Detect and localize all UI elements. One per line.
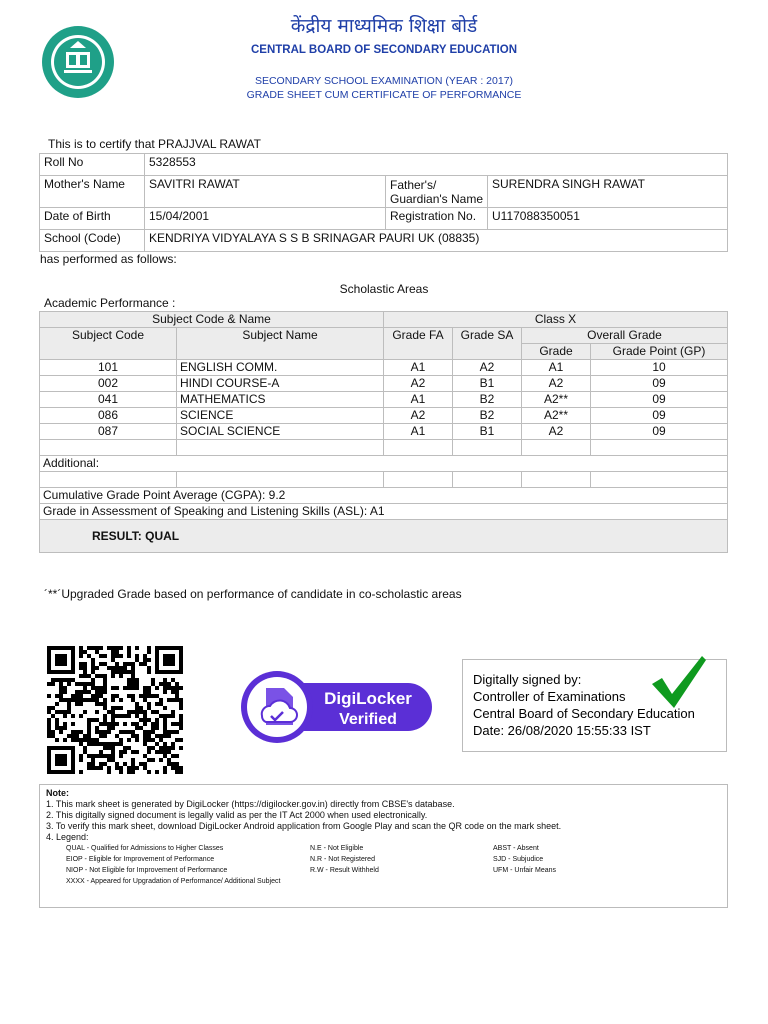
notes-box — [39, 784, 728, 908]
subject-name: SOCIAL SCIENCE — [177, 424, 384, 440]
digital-signature-box — [462, 659, 727, 752]
cgpa-text: Cumulative Grade Point Average (CGPA): 9.2 — [40, 488, 728, 504]
scholastic-areas-title: Scholastic Areas — [339, 282, 429, 296]
legend-ufm: UFM - Unfair Means — [493, 867, 557, 874]
empty-row — [40, 440, 728, 456]
exam-line: SECONDARY SCHOOL EXAMINATION (YEAR : 2017) — [254, 75, 514, 87]
subject-code: 002 — [40, 376, 177, 392]
school-value: KENDRIYA VIDYALAYA S S B SRINAGAR PAURI UK (08835) — [145, 230, 728, 252]
subject-code: 101 — [40, 360, 177, 376]
empty-row — [40, 472, 728, 488]
grade-point: 10 — [591, 360, 728, 376]
verified-label: Verified — [339, 711, 397, 728]
board-name: CENTRAL BOARD OF SECONDARY EDUCATION — [251, 44, 517, 56]
subject-code: 086 — [40, 408, 177, 424]
notes-title: Note: — [46, 788, 69, 798]
result-text: RESULT: QUAL — [40, 520, 728, 553]
grade-point: 09 — [591, 408, 728, 424]
dob-value: 15/04/2001 — [145, 208, 386, 230]
asl-text: Grade in Assessment of Speaking and Listening Skills (ASL): A1 — [40, 504, 728, 520]
grade-point-header: Grade Point (GP) — [591, 344, 728, 360]
overall-grade: A2 — [522, 376, 591, 392]
table-row — [40, 376, 728, 392]
certify-text: This is to certify that PRAJJVAL RAWAT — [48, 137, 261, 151]
subject-name-header: Subject Name — [177, 328, 384, 360]
table-row — [40, 392, 728, 408]
overall-grade: A1 — [522, 360, 591, 376]
legend-sjd: SJD - Subjudice — [493, 856, 544, 863]
grade-fa-header: Grade FA — [384, 328, 453, 360]
grade-fa: A1 — [384, 392, 453, 408]
legend-abst: ABST - Absent — [493, 845, 539, 852]
note-2: 2. This digitally signed document is legally valid as per the IT Act 2000 when used electronically. — [46, 810, 428, 820]
grade-point: 09 — [591, 376, 728, 392]
dob-label: Date of Birth — [40, 208, 145, 230]
grade-fa: A2 — [384, 376, 453, 392]
table-row — [40, 424, 728, 440]
signer-org: Central Board of Secondary Education — [473, 706, 695, 721]
performed-text: has performed as follows: — [40, 252, 177, 266]
note-3: 3. To verify this mark sheet, download DigiLocker Android application from Google Play and scan the QR code on the mark sheet. — [46, 821, 562, 831]
legend-niop: NIOP - Not Eligible for Improvement of Performance — [66, 867, 228, 874]
grade-fa: A1 — [384, 360, 453, 376]
mother-value: SAVITRI RAWAT — [145, 176, 386, 208]
candidate-info-table — [39, 153, 728, 252]
overall-grade: A2** — [522, 392, 591, 408]
roll-label: Roll No — [40, 154, 145, 176]
subject-code: 087 — [40, 424, 177, 440]
grade-sa: B2 — [453, 408, 522, 424]
note-4: 4. Legend: — [46, 832, 89, 842]
grade-sa: B1 — [453, 424, 522, 440]
legend-xxxx: XXXX - Appeared for Upgradation of Performance/ Additional Subject — [66, 878, 281, 885]
legend-rw: R.W - Result Withheld — [310, 867, 379, 874]
school-label: School (Code) — [40, 230, 145, 252]
grade-point: 09 — [591, 424, 728, 440]
legend-ne: N.E - Not Eligible — [310, 845, 364, 852]
signature-date: Date: 26/08/2020 15:55:33 IST — [473, 723, 651, 738]
legend-qual: QUAL - Qualified for Admissions to Higher Classes — [66, 845, 224, 852]
upgraded-grade-note: ´**´Upgraded Grade based on performance of candidate in co-scholastic areas — [44, 587, 462, 601]
signer-title: Controller of Examinations — [473, 689, 626, 704]
grade-sa: B1 — [453, 376, 522, 392]
hindi-title: केंद्रीय माध्यमिक शिक्षा बोर्ड — [290, 15, 478, 37]
grade-fa: A2 — [384, 408, 453, 424]
digilocker-label: DigiLocker — [324, 689, 412, 708]
exam-title — [0, 74, 768, 102]
overall-grade: A2 — [522, 424, 591, 440]
overall-grade-header: Overall Grade — [522, 328, 728, 344]
reg-value: U117088350051 — [488, 208, 728, 230]
subject-code-header: Subject Code — [40, 328, 177, 360]
father-value: SURENDRA SINGH RAWAT — [488, 176, 728, 208]
table-row — [40, 408, 728, 424]
table-row — [40, 360, 728, 376]
marks-table — [39, 311, 728, 553]
digilocker-verified-badge — [240, 670, 434, 744]
subject-name: HINDI COURSE-A — [177, 376, 384, 392]
legend-nr: N.R - Not Registered — [310, 856, 375, 863]
subject-name: ENGLISH COMM. — [177, 360, 384, 376]
additional-label: Additional: — [40, 456, 728, 472]
subject-code: 041 — [40, 392, 177, 408]
subject-name: MATHEMATICS — [177, 392, 384, 408]
note-1: 1. This mark sheet is generated by DigiLocker (https://digilocker.gov.in) directly from CBSE's database. — [46, 799, 455, 809]
legend-eiop: EIOP - Eligible for Improvement of Performance — [66, 856, 215, 863]
signed-by: Digitally signed by: — [473, 672, 582, 687]
subject-name: SCIENCE — [177, 408, 384, 424]
grade-sa: A2 — [453, 360, 522, 376]
class-header: Class X — [384, 312, 728, 328]
academic-performance-label: Academic Performance : — [44, 296, 176, 310]
qr-code-icon — [47, 646, 183, 774]
grade-header: Grade — [522, 344, 591, 360]
grade-sa-header: Grade SA — [453, 328, 522, 360]
grade-fa: A1 — [384, 424, 453, 440]
mother-label: Mother's Name — [40, 176, 145, 208]
roll-value: 5328553 — [145, 154, 728, 176]
reg-label: Registration No. — [386, 208, 488, 230]
grade-point: 09 — [591, 392, 728, 408]
overall-grade: A2** — [522, 408, 591, 424]
legend — [66, 843, 721, 887]
grade-sa: B2 — [453, 392, 522, 408]
subject-group-header: Subject Code & Name — [40, 312, 384, 328]
father-label: Father's/ Guardian's Name — [386, 176, 488, 208]
sheet-line: GRADE SHEET CUM CERTIFICATE OF PERFORMANCE — [246, 89, 522, 101]
